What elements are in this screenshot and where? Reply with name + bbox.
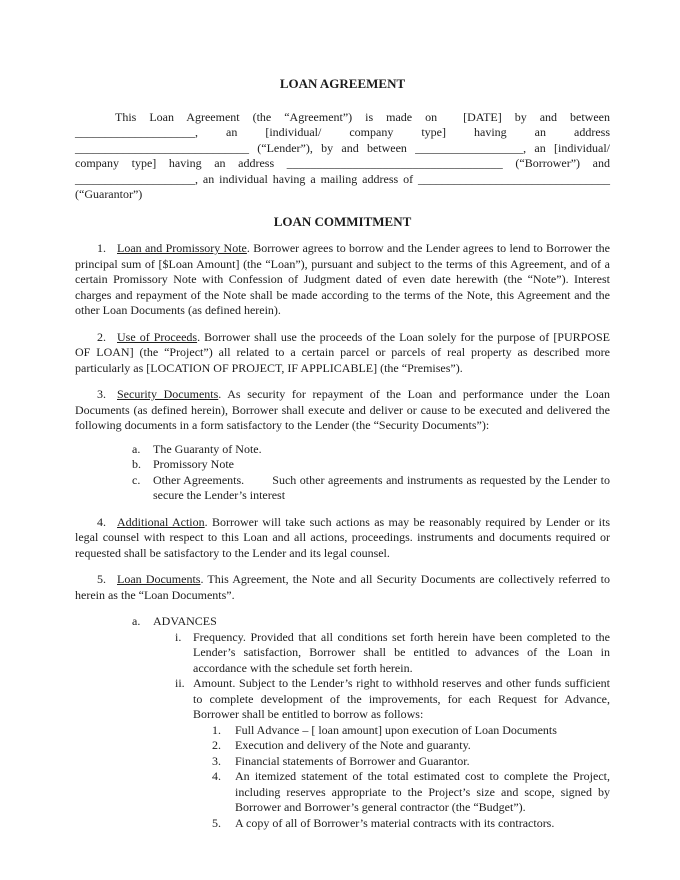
advances-heading: ADVANCES	[153, 614, 217, 628]
intro-paragraph: This Loan Agreement (the “Agreement”) is made on [DATE] by and between ____________________, an [individual/ company type] having an address _____________________________ (“Lender”), by and between __________________, an [individual/ company type] having an address ____________________________________ (“Borrower”) and ____________________, an individual having a mailing address of ________________________________ (“Guarantor”)	[75, 109, 610, 201]
list-text-a: The Guaranty of Note.	[153, 441, 262, 456]
section-4-number: 4.	[97, 514, 106, 529]
security-list-item-c	[132, 473, 610, 504]
condition-text-4: An itemized statement of the total estimated cost to complete the Project, including reserves appropriate to the Project’s size and scope, signed by Borrower and Borrower’s general contractor (the “Budget”).	[235, 769, 610, 814]
condition-marker-5: 5.	[212, 815, 221, 830]
section-4-title: Additional Action	[117, 514, 205, 529]
section-3-body: . As security for repayment of the Loan and performance under the Loan Documents (as defined herein), Borrower shall execute and deliver or cause to be executed and delivered the following documents in a form satisfactory to the Lender (the “Security Documents”):	[75, 387, 610, 432]
advance-condition-5	[212, 816, 610, 832]
advances-text-ii: Amount. Subject to the Lender’s right to withhold reserves and other funds sufficient to complete development of the improvements, for each Request for Advance, Borrower shall be entitled to borrow as follows:	[193, 676, 610, 721]
advances-item-i	[175, 630, 610, 677]
section-2-number: 2.	[97, 329, 106, 344]
loan-commitment-heading: LOAN COMMITMENT	[273, 213, 412, 229]
advance-conditions-list	[212, 723, 610, 832]
security-list-item-a	[132, 442, 610, 458]
advance-condition-3	[212, 754, 610, 770]
document-title: LOAN AGREEMENT	[279, 76, 406, 91]
list-marker-b: b.	[132, 457, 141, 471]
section-3-number: 3.	[97, 387, 106, 401]
section-2-body: . Borrower shall use the proceeds of the Loan solely for the purpose of [PURPOSE OF LOAN] (the “Project”) all related to a certain parcel or parcels of real property as described more particularly as [LOCATION OF PROJECT, IF APPLICABLE] (the “Premises”).	[75, 329, 610, 375]
condition-marker-1: 1.	[212, 722, 221, 737]
advance-condition-4	[212, 769, 610, 816]
section-1-title: Loan and Promissory Note	[117, 241, 247, 255]
advances-text-i: Frequency. Provided that all conditions set forth herein have been completed to the Lender’s satisfaction, Borrower shall be entitled to advances of the Loan in accordance with the schedule set forth herein.	[193, 629, 610, 675]
condition-marker-2: 2.	[212, 738, 221, 752]
advances-marker-i: i.	[175, 629, 182, 644]
condition-marker-3: 3.	[212, 753, 221, 768]
section-2-title: Use of Proceeds	[117, 329, 198, 344]
section-2-paragraph	[75, 330, 610, 377]
condition-marker-4: 4.	[212, 769, 221, 783]
section-4-paragraph	[75, 515, 610, 562]
condition-text-3: Financial statements of Borrower and Guarantor.	[235, 753, 470, 768]
list-marker-a: a.	[132, 441, 141, 456]
advances-heading-row	[132, 614, 610, 630]
condition-text-1: Full Advance – [ loan amount] upon execution of Loan Documents	[235, 722, 557, 737]
advances-list	[175, 630, 610, 723]
advance-condition-2	[212, 738, 610, 754]
list-text-c: Other Agreements. Such other agreements and instruments as requested by the Lender to secure the Lender’s interest	[153, 472, 610, 502]
section-5-body: . This Agreement, the Note and all Security Documents are collectively referred to herein as the “Loan Documents”.	[75, 572, 611, 602]
list-marker-c: c.	[132, 472, 141, 487]
list-text-b: Promissory Note	[153, 457, 234, 471]
advances-marker: a.	[132, 614, 141, 628]
security-documents-list	[132, 442, 610, 504]
section-5-title: Loan Documents	[117, 572, 201, 586]
section-3-title: Security Documents	[117, 387, 219, 401]
condition-text-5: A copy of all of Borrower’s material contracts with its contractors.	[235, 815, 555, 830]
condition-text-2: Execution and delivery of the Note and guaranty.	[235, 738, 471, 752]
section-1-paragraph	[75, 241, 610, 319]
section-4-body: . Borrower will take such actions as may be reasonably required by Lender or its legal counsel with respect to this Loan and all actions, proceedings. instruments and documents required or requested shall be satisfactory to the Lender and its legal counsel.	[75, 514, 610, 560]
section-3-paragraph	[75, 387, 610, 434]
advances-marker-ii: ii.	[175, 676, 185, 690]
section-1-number: 1.	[97, 241, 106, 255]
section-1-body: . Borrower agrees to borrow and the Lender agrees to lend to Borrower the principal sum of [$Loan Amount] (the “Loan”), pursuant and subject to the terms of this Agreement, and of a certain Promissory Note with Confession of Judgment dated of even date herewith (the “Note”). Interest charges and repayment of the Note shall be made according to the terms of the Note, this Agreement and the other Loan Documents (as defined herein).	[75, 241, 611, 317]
security-list-item-b	[132, 457, 610, 473]
section-5-paragraph	[75, 572, 610, 603]
section-5-number: 5.	[97, 572, 106, 586]
advance-condition-1	[212, 723, 610, 739]
advances-item-ii	[175, 676, 610, 723]
